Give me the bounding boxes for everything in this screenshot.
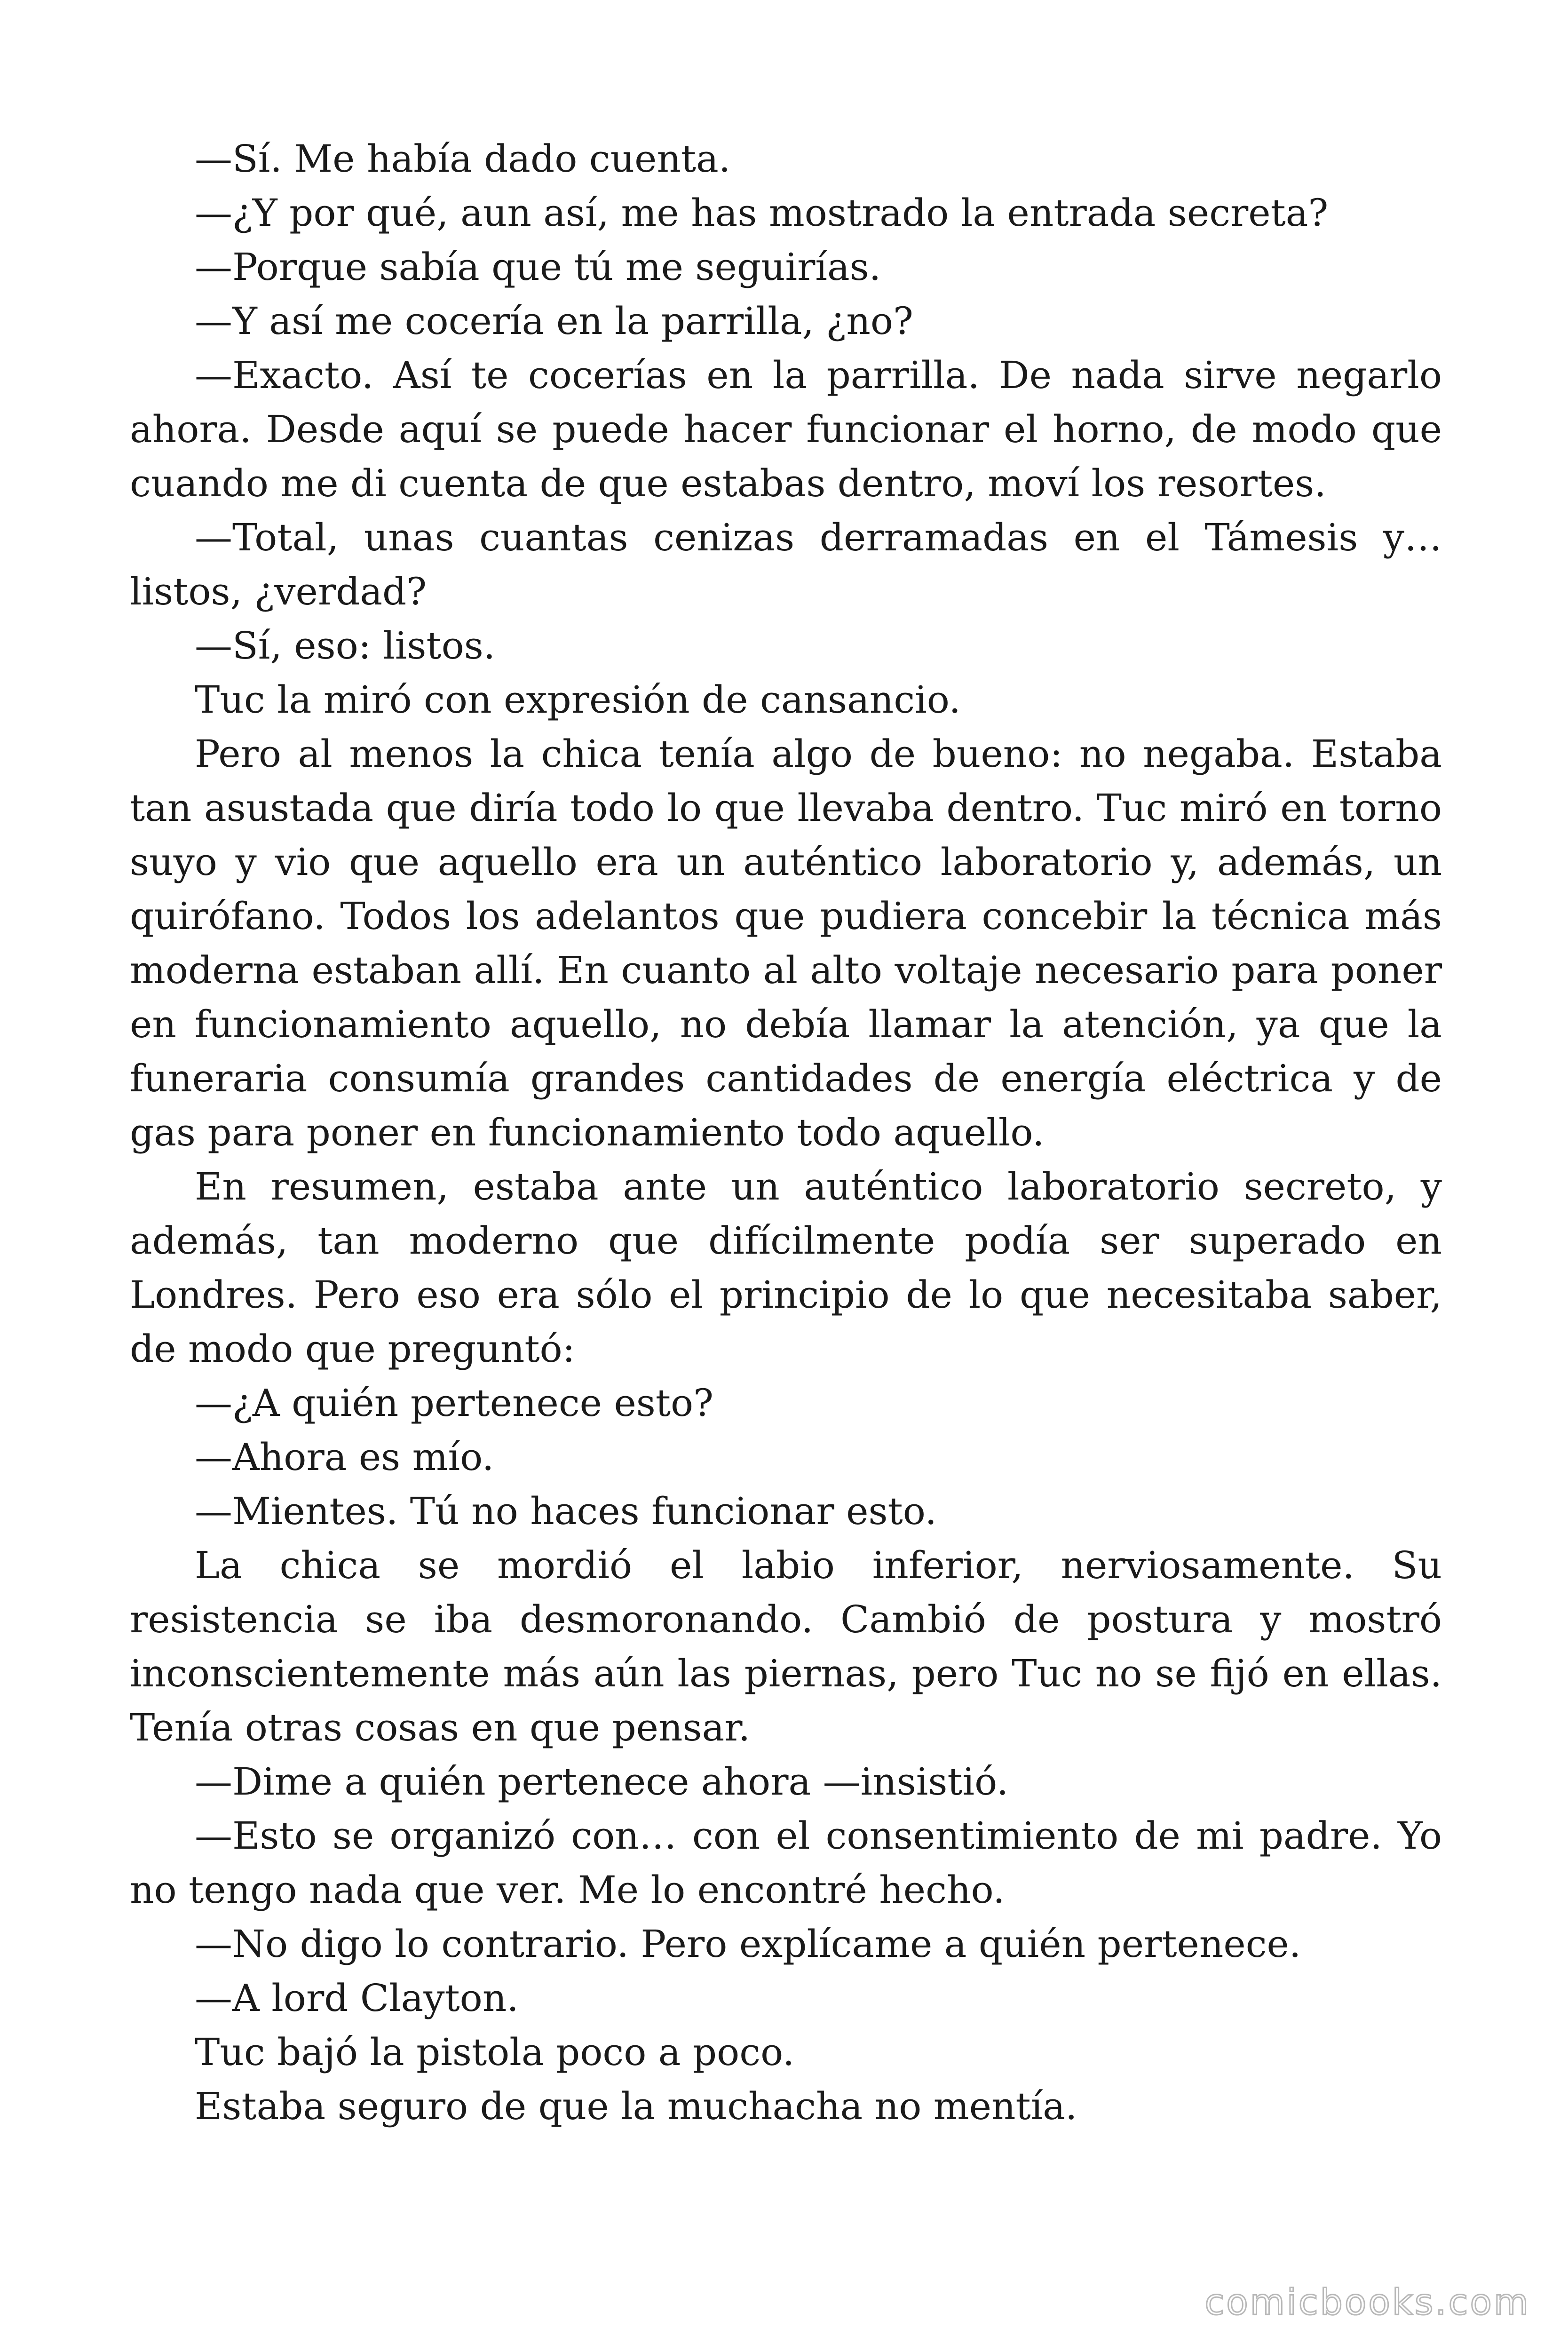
paragraph: —Y así me cocería en la parrilla, ¿no? <box>195 299 913 343</box>
paragraph: La chica se mordió el labio inferior, nerviosamente. Su resistencia se iba desmoronando. Cambió de postura y mostró inconscientemente más aún las piernas, pero Tuc no se fijó en ellas. Tenía otras cosas en que pensar. <box>130 1543 1442 1749</box>
paragraph: —Porque sabía que tú me seguirías. <box>195 245 881 289</box>
paragraph: —Sí. Me había dado cuenta. <box>195 137 731 181</box>
paragraph: —Dime a quién pertenece ahora —insistió. <box>195 1760 1009 1804</box>
paragraph: —Esto se organizó con… con el consentimiento de mi padre. Yo no tengo nada que ver. Me lo encontré hecho. <box>130 1814 1442 1912</box>
paragraph: Tuc la miró con expresión de cansancio. <box>195 678 961 722</box>
paragraph: —Mientes. Tú no haces funcionar esto. <box>195 1489 937 1533</box>
paragraph: —Exacto. Así te cocerías en la parrilla. De nada sirve negarlo ahora. Desde aquí se puede hacer funcionar el horno, de modo que cuando me di cuenta de que estabas dentro, moví los resortes. <box>130 353 1442 505</box>
paragraph: —Total, unas cuantas cenizas derramadas en el Támesis y… listos, ¿verdad? <box>130 516 1442 613</box>
paragraph: —A lord Clayton. <box>195 1976 519 2020</box>
watermark: comicbooks.com <box>1204 2281 1530 2323</box>
paragraph: —¿Y por qué, aun así, me has mostrado la entrada secreta? <box>195 191 1329 235</box>
paragraph: Tuc bajó la pistola poco a poco. <box>195 2030 795 2074</box>
paragraph: —¿A quién pertenece esto? <box>195 1381 714 1425</box>
paragraph: Pero al menos la chica tenía algo de bueno: no negaba. Estaba tan asustada que diría todo lo que llevaba dentro. Tuc miró en torno suyo y vio que aquello era un auténtico laboratorio y, además, un quirófano. Todos los adelantos que pudiera concebir la técnica más moderna estaban allí. En cuanto al alto voltaje necesario para poner en funcionamiento aquello, no debía llamar la atención, ya que la funeraria consumía grandes cantidades de energía eléctrica y de gas para poner en funcionamiento todo aquello. <box>130 732 1442 1154</box>
paragraph: —No digo lo contrario. Pero explícame a quién pertenece. <box>195 1922 1301 1966</box>
paragraph: Estaba seguro de que la muchacha no mentía. <box>195 2084 1077 2128</box>
paragraph: En resumen, estaba ante un auténtico laboratorio secreto, y además, tan moderno que difícilmente podía ser superado en Londres. Pero eso era sólo el principio de lo que necesitaba saber, de modo que preguntó: <box>130 1165 1442 1371</box>
body-text <box>130 132 1442 2133</box>
paragraph: —Sí, eso: listos. <box>195 624 496 667</box>
paragraph: —Ahora es mío. <box>195 1435 494 1479</box>
